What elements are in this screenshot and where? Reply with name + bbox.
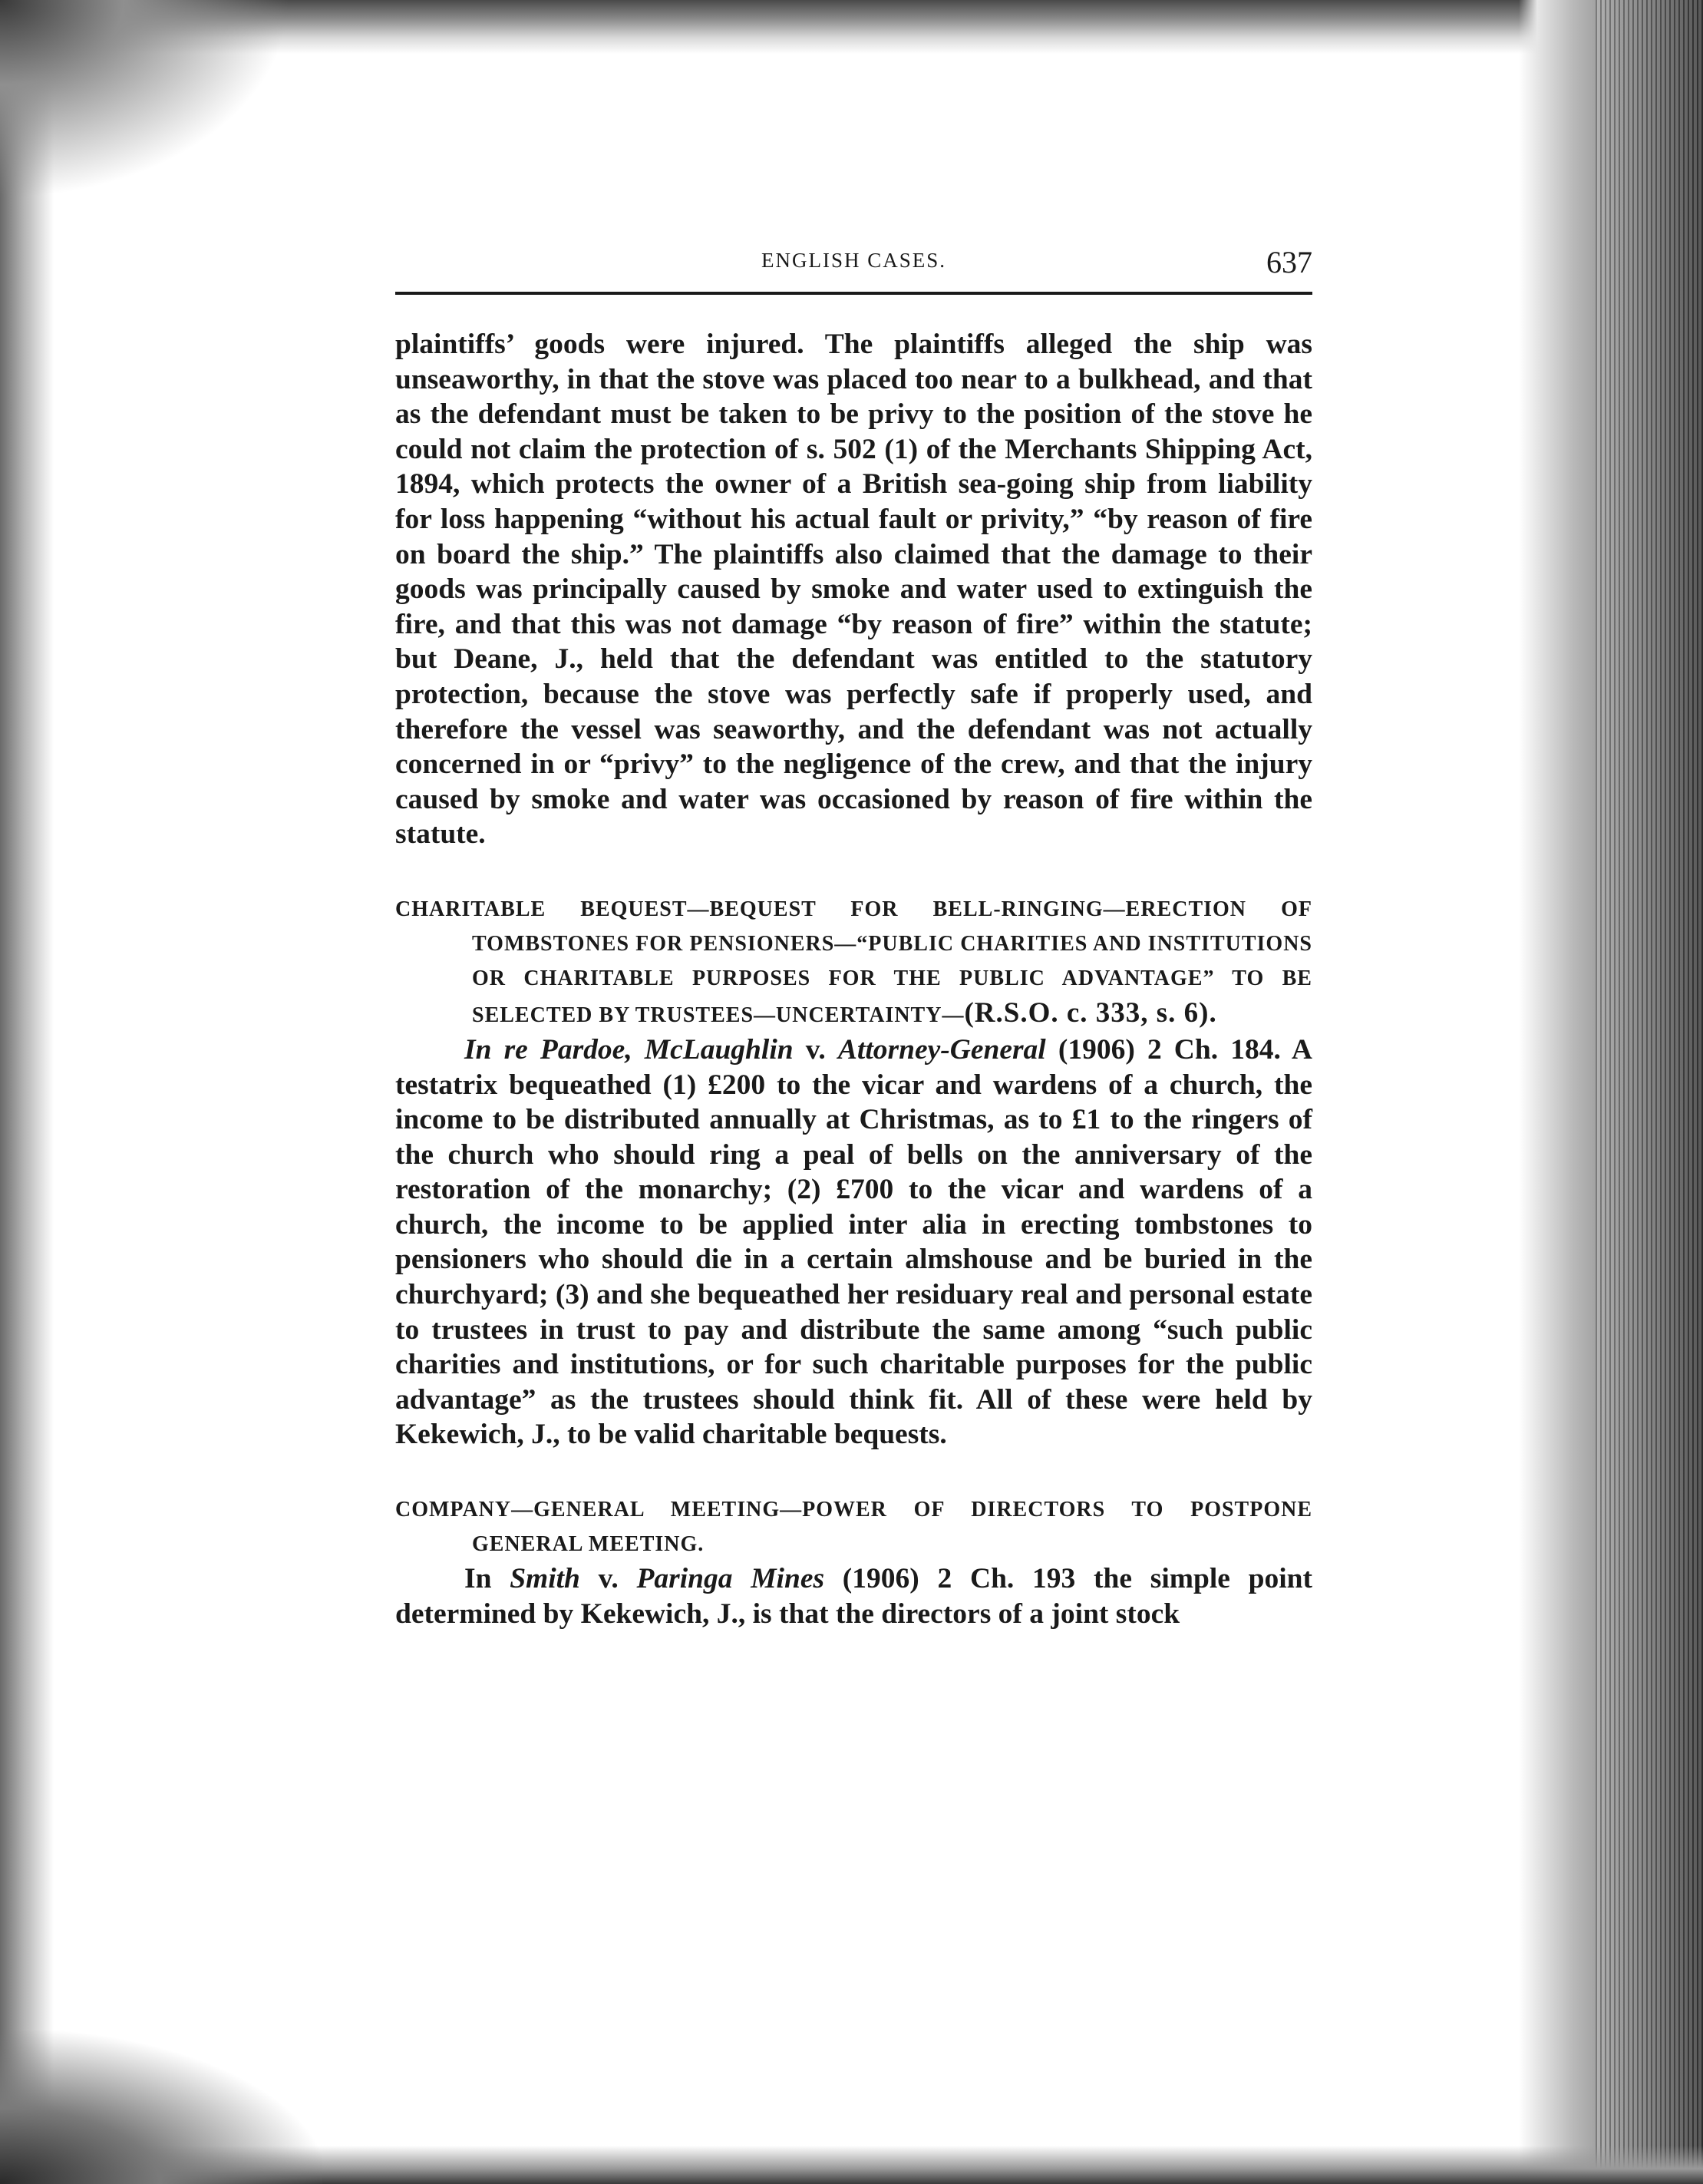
case-party: Attorney-General — [837, 1033, 1046, 1066]
case-name: Smith — [510, 1563, 580, 1595]
section-heading-charitable-bequest — [395, 892, 1312, 1033]
running-head — [395, 244, 1312, 290]
scan-shadow-bottom-left — [0, 2030, 322, 2184]
case-name: In re Pardoe, McLaughlin — [464, 1033, 794, 1066]
case-text: (1906) 2 Ch. 193 the simple point determined by Kekewich, J., is that the directors of a joint stock — [395, 1563, 1313, 1630]
case-versus: v. — [579, 1563, 637, 1595]
page-number: 637 — [1266, 245, 1312, 279]
heading-text: CHARITABLE BEQUEST—BEQUEST FOR BELL-RINGING—ERECTION OF TOMBSTONES FOR PENSIONERS—“PUBLIC CHARITIES AND INSTITUTIONS OR CHARITABLE PURPOSES FOR THE PUBLIC ADVANTAGE” TO BE SELECTED BY TRUSTEES—UNCERTAINTY— — [395, 897, 1312, 1027]
scan-edge-left — [0, 0, 54, 2184]
book-page — [395, 244, 1312, 1631]
page-body — [395, 327, 1312, 1631]
case-text: (1906) 2 Ch. 184. A testatrix bequeathed (1) £200 to the vicar and wardens of a church, the income to be distributed annually at Christmas, as to £1 to the ringers of the church who should ring a peal of bells on the anniversary of the restoration of the monarchy; (2) £700 to the vicar and wardens of a church, the income to be applied inter alia in erecting tombstones to pensioners who should die in a certain almshouse and be buried in the churchyard; (3) and she bequeathed her residuary real and personal estate to trustees in trust to pay and distribute the same among “such public charities and institutions, or for such charitable purposes for the public advantage” as the trustees should think fit. All of these were held by Kekewich, J., to be valid charitable bequests. — [395, 1033, 1312, 1451]
case-party: Paringa Mines — [636, 1563, 825, 1595]
section-heading-company — [395, 1492, 1312, 1561]
scan-shadow-top-left — [0, 0, 292, 200]
case-paragraph-pardoe — [395, 1033, 1312, 1452]
heading-citation: (R.S.O. c. 333, s. 6). — [964, 996, 1217, 1029]
heading-text: COMPANY—GENERAL MEETING—POWER OF DIRECTORS TO POSTPONE GENERAL MEETING. — [395, 1498, 1312, 1557]
page-stack-edge — [1596, 0, 1703, 2184]
case-paragraph-smith — [395, 1561, 1312, 1631]
running-title: ENGLISH CASES. — [761, 249, 947, 272]
continued-paragraph: plaintiffs’ goods were injured. The plaintiffs alleged the ship was unseaworthy, in that the stove was placed too near to a bulkhead, and that as the defendant must be taken to be privy to the position of the stove he could not claim the protection of s. 502 (1) of the Merchants Shipping Act, 1894, which protects the owner of a British sea-going ship from liability for loss happening “without his actual fault or privity,” “by reason of fire on board the ship.” The plaintiffs also claimed that the damage to their goods was principally caused by smoke and water used to extinguish the fire, and that this was not damage “by reason of fire” within the statute; but Deane, J., held that the defendant was entitled to the statutory protection, because the stove was perfectly safe if properly used, and therefore the vessel was seaworthy, and the defendant was not actually concerned in or “privy” to the negligence of the crew, and that the injury caused by smoke and water was occasioned by reason of fire within the statute. — [395, 329, 1312, 851]
case-versus: v. — [793, 1033, 838, 1066]
header-rule — [395, 292, 1312, 295]
case-lead: In — [464, 1563, 510, 1595]
